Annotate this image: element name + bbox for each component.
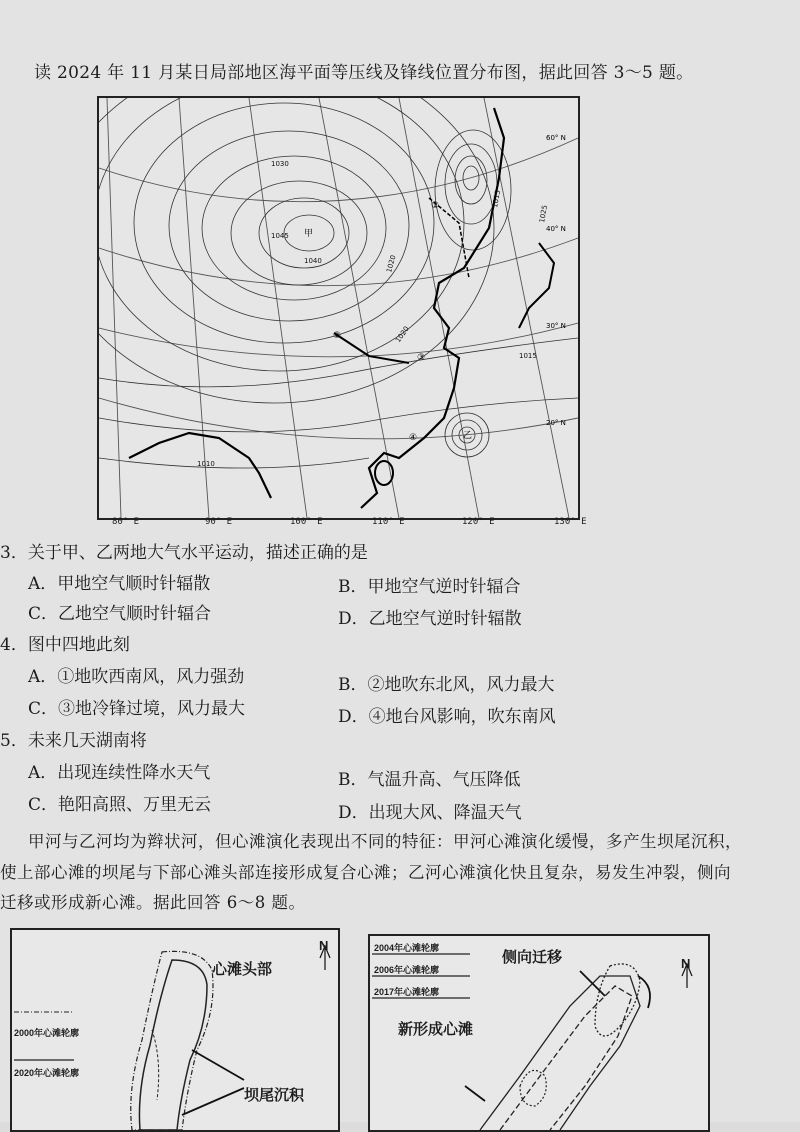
river-figure-jia [10, 928, 340, 1132]
option: D．④地台风影响，吹东南风 [338, 707, 556, 727]
north-arrow-icon: N [681, 956, 691, 971]
lat-label: 60° N [546, 134, 566, 142]
option: A．出现连续性降水天气 [28, 763, 211, 783]
point-3: ③ [417, 353, 426, 363]
isobar-label: 1015 [491, 189, 503, 209]
lat-label: 40° N [546, 225, 566, 233]
isobar-label: 1040 [304, 257, 322, 265]
question-stem: 4．图中四地此刻 [0, 635, 130, 655]
option: C．乙地空气顺时针辐合 [28, 604, 212, 624]
isobar-label: 1015 [519, 352, 537, 360]
option: A．①地吹西南风，风力强劲 [28, 667, 245, 687]
isobar-map-drawing [99, 98, 578, 518]
legend-2017: 2017年心滩轮廓 [374, 987, 440, 997]
passage-line: 使上部心滩的坝尾与下部心滩头部连接形成复合心滩；乙河心滩演化快且复杂，易发生冲裂，侧向 [0, 863, 731, 882]
north-arrow-icon: N [319, 938, 329, 953]
lon-label: 120° E [462, 517, 495, 527]
option: A．甲地空气顺时针辐散 [28, 574, 211, 594]
isobar-label: 1045 [271, 232, 289, 240]
parallel-line [99, 138, 578, 202]
isobar-label: 1025 [538, 204, 550, 224]
meridian-line [179, 98, 209, 518]
question-stem: 3．关于甲、乙两地大气水平运动，描述正确的是 [0, 543, 368, 563]
option: B．②地吹东北风，风力最大 [338, 675, 555, 695]
bar-head-label: 心滩头部 [212, 961, 273, 978]
option: B．气温升高、气压降低 [338, 770, 521, 790]
meridian-line [399, 98, 479, 518]
option: D．出现大风、降温天气 [338, 803, 522, 823]
isobar-label: 1020 [394, 324, 411, 345]
option: C．③地冷锋过境，风力最大 [28, 699, 246, 719]
place-jia: 甲 [304, 229, 314, 239]
isobar-label: 1010 [197, 460, 215, 468]
new-bar-label: 新形成心滩 [398, 1021, 474, 1038]
isobar-label: 1020 [385, 254, 398, 274]
meridian-line [484, 98, 569, 518]
option: D．乙地空气逆时针辐散 [338, 609, 522, 629]
lateral-migration-label: 侧向迁移 [502, 949, 563, 966]
lon-label: 90° E [205, 517, 233, 527]
isobar-label: 1030 [271, 160, 289, 168]
question-stem: 5．未来几天湖南将 [0, 731, 147, 751]
legend-2000: 2000年心滩轮廓 [14, 1028, 80, 1038]
lon-label: 110° E [372, 517, 405, 527]
legend-2004: 2004年心滩轮廓 [374, 943, 440, 953]
lon-label: 130° E [554, 517, 587, 527]
tail-deposit-label: 坝尾沉积 [244, 1087, 305, 1104]
place-yi: 乙 [463, 431, 473, 441]
point-2: ② [333, 331, 342, 341]
passage-line: 迁移或形成新心滩。据此回答 6～8 题。 [0, 893, 306, 912]
passage-line: 甲河与乙河均为辫状河，但心滩演化表现出不同的特征：甲河心滩演化缓慢，多产生坝尾沉积， [28, 832, 742, 851]
option: C．艳阳高照、万里无云 [28, 795, 212, 815]
point-1: ① [431, 201, 440, 211]
lon-label: 80° E [112, 517, 140, 527]
legend-2006: 2006年心滩轮廓 [374, 965, 440, 975]
river-figure-yi [368, 934, 710, 1132]
legend-2020: 2020年心滩轮廓 [14, 1068, 80, 1078]
lat-label: 30° N [546, 322, 566, 330]
intro-text: 读 2024 年 11 月某日局部地区海平面等压线及锋线位置分布图，据此回答 3～5 题。 [34, 63, 694, 83]
coastline [361, 108, 504, 508]
option: B．甲地空气逆时针辐合 [338, 577, 521, 597]
point-4: ④ [409, 433, 418, 443]
lat-label: 20° N [546, 419, 566, 427]
parallel-line [99, 398, 578, 439]
meridian-line [107, 98, 121, 518]
isobar-map [97, 96, 580, 520]
parallel-line [99, 238, 578, 286]
lon-label: 100° E [290, 517, 323, 527]
